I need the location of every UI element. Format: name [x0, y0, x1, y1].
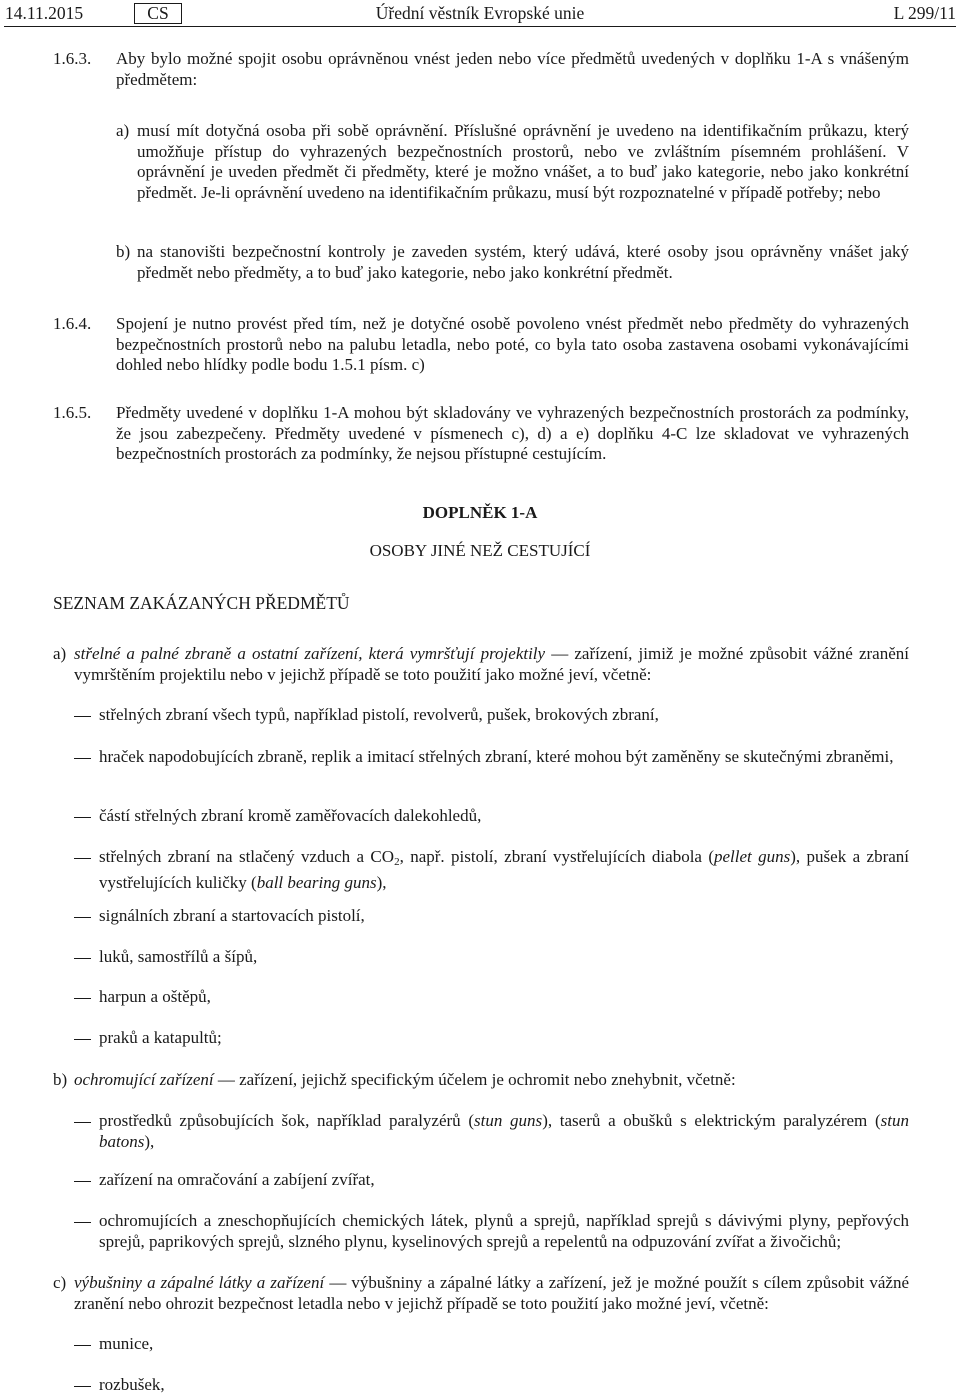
list-item-text: prostředků způsobujících šok, například paralyzérů ( [99, 1111, 475, 1130]
category-label: c) [53, 1273, 67, 1292]
list-item [99, 1111, 909, 1152]
foreign-term: pellet guns [714, 847, 791, 866]
dash-bullet [74, 917, 91, 918]
category-label: b) [53, 1070, 68, 1089]
dash-bullet [74, 1386, 91, 1387]
category-text [74, 1273, 909, 1314]
dash-bullet [74, 1181, 91, 1182]
section-text: Předměty uvedené v doplňku 1-A mohou být skladovány ve vyhrazených bezpečnostních prostorách za podmínky, že jsou zabezpečeny. Předměty uvedené v písmenech c), d) a e) doplňku 4-C lze skladovat ve vyhrazených bezpečnostních prostorách za podmínky, že nejsou přístupné cestujícím. [116, 403, 909, 463]
subscript: 2 [394, 856, 400, 868]
item-text: musí mít dotyčná osoba při sobě oprávnění. Příslušné oprávnění je uvedeno na identifikačním průkazu, který umožňuje přístup do vyhrazených bezpečnostních prostorů, nebo ve zvláštním písemném prohlášení. V oprávnění je uveden předmět či předměty, které je možno vnášet, a to buď jako kategorie, nebo jako konkrétní předmět. Je-li oprávnění uvedeno na identifikačním průkazu, musí být rozpoznatelné v případě potřeby; nebo [137, 121, 909, 202]
list-item: střelných zbraní všech typů, například pistolí, revolverů, pušek, brokových zbraní, [99, 705, 659, 724]
list-item [99, 847, 909, 893]
journal-header [0, 0, 960, 30]
category-text [74, 1070, 909, 1091]
page-number: L 299/11 [893, 3, 956, 23]
list-item: harpun a oštěpů, [99, 987, 211, 1006]
item-label: b) [116, 242, 131, 261]
section-text: Spojení je nutno provést před tím, než je dotyčné osobě povoleno vnést předmět nebo předměty do vyhrazených bezpečnostních prostorů nebo na palubu letadla, nebo poté, co byla tato osoba zastavena osobami vykonávajícími dohled nebo hlídky podle bodu 1.5.1 písm. c) [116, 314, 909, 374]
list-item: rozbušek, [99, 1375, 165, 1394]
list-item: zařízení na omračování a zabíjení zvířat, [99, 1170, 375, 1189]
dash-bullet [74, 1122, 91, 1123]
category-title: výbušniny a zápalné látky a zařízení [74, 1273, 325, 1292]
list-item-text: ), [376, 872, 387, 892]
category-description: — zařízení, jejichž specifickým účelem je ochromit nebo znehybnit, včetně: [213, 1070, 736, 1089]
foreign-term: ball bearing guns [256, 872, 377, 892]
category-label: a) [53, 644, 67, 663]
dash-bullet [74, 858, 91, 859]
list-item: částí střelných zbraní kromě zaměřovacích dalekohledů, [99, 806, 482, 825]
list-item-text: ), pušek a zbraní vystřelujících kuličky ( [99, 847, 909, 892]
list-item-text: , např. pistolí, zbraní vystřelujících diabola ( [399, 847, 714, 866]
dash-bullet [74, 958, 91, 959]
dash-bullet [74, 998, 91, 999]
section-number: 1.6.5. [53, 403, 92, 422]
dash-bullet [74, 758, 91, 759]
list-item-text: střelných zbraní na stlačený vzduch a CO [99, 847, 395, 866]
list-item: signálních zbraní a startovacích pistolí, [99, 906, 365, 925]
journal-title: Úřední věstník Evropské unie [375, 3, 585, 23]
dash-bullet [74, 716, 91, 717]
list-heading: SEZNAM ZAKÁZANÝCH PŘEDMĚTŮ [53, 593, 350, 613]
category-description: — zařízení, jimiž je možné způsobit vážné zranění vymrštěním projektilu nebo v jejichž případě se toto použití jako možné jeví, včetně: [74, 644, 909, 684]
header-divider [4, 26, 956, 27]
item-text: na stanovišti bezpečnostní kontroly je zaveden systém, který udává, které osoby jsou oprávněny vnášet jaký předmět nebo předměty, a to buď jako kategorie, nebo jako konkrétní předmět. [137, 242, 909, 282]
section-text: Aby bylo možné spojit osobu oprávněnou vnést jeden nebo více předmětů uvedených v doplňku 1-A s vnášeným předmětem: [116, 49, 909, 89]
language-badge: CS [134, 3, 182, 24]
dash-bullet [74, 817, 91, 818]
foreign-term: stun guns [474, 1111, 543, 1130]
list-item-text: ), [144, 1131, 155, 1151]
dash-bullet [74, 1345, 91, 1346]
list-item: praků a katapultů; [99, 1028, 222, 1047]
category-text [74, 644, 909, 685]
list-item: hraček napodobujících zbraně, replik a imitací střelných zbraní, které mohou být zaměněny se skutečnými zbraněmi, [99, 747, 894, 766]
section-number: 1.6.3. [53, 49, 92, 68]
list-item: munice, [99, 1334, 154, 1353]
section-number: 1.6.4. [53, 314, 92, 333]
category-title: ochromující zařízení [74, 1070, 214, 1089]
list-item-text: ), taserů a obušků s elektrickým paralyzérem ( [542, 1111, 881, 1130]
dash-bullet [74, 1222, 91, 1223]
annex-subtitle: OSOBY JINÉ NEŽ CESTUJÍCÍ [369, 541, 591, 560]
category-description: — výbušniny a zápalné látky a zařízení, jež je možné použít s cílem způsobit vážné zranění nebo ohrozit bezpečnost letadla nebo v jejichž případě se toto použití jako možné jeví, včetně: [74, 1273, 909, 1313]
item-label: a) [116, 121, 130, 140]
annex-title: DOPLNĚK 1-A [422, 503, 538, 522]
foreign-term: stun batons [99, 1111, 909, 1151]
dash-bullet [74, 1039, 91, 1040]
category-title: střelné a palné zbraně a ostatní zařízení, která vymršťují projektily [74, 644, 546, 663]
list-item: ochromujících a zneschopňujících chemických látek, plynů a sprejů, například sprejů s dávivými plyny, pepřových sprejů, paprikových sprejů, slzného plynu, kyselinových sprejů a repelentů na odpuzování zvířat a živočichů; [99, 1211, 909, 1251]
list-item: luků, samostřílů a šípů, [99, 947, 258, 966]
publication-date: 14.11.2015 [5, 3, 84, 23]
